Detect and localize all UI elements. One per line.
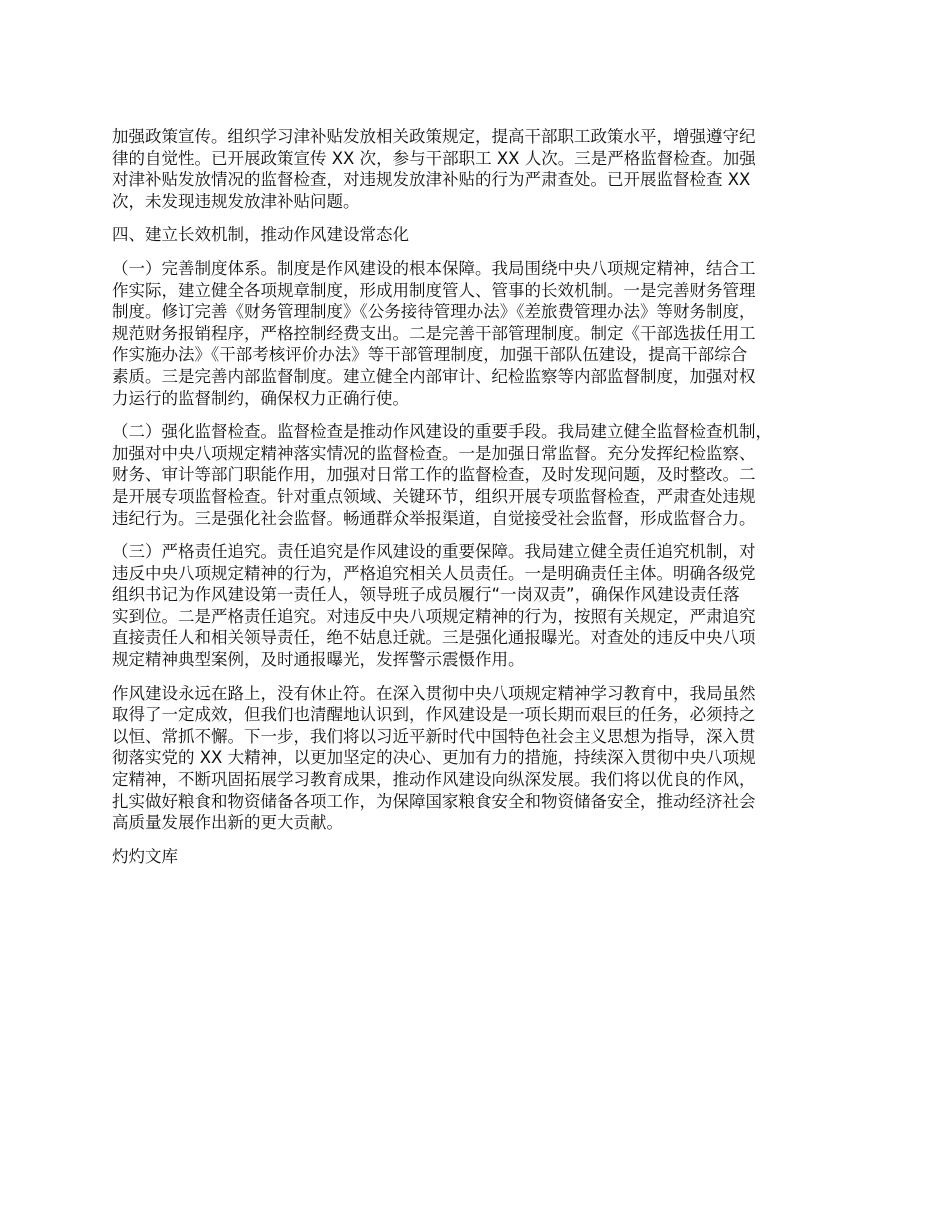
document-page xyxy=(112,126,862,867)
text-line: 作实际，建立健全各项规章制度，形成用制度管人、管事的长效机制。一是完善财务管理 xyxy=(112,280,756,300)
text-line: 作实施办法》《干部考核评价办法》等干部管理制度，加强干部队伍建设，提高干部综合 xyxy=(112,345,748,365)
paragraph-spacer xyxy=(112,529,862,541)
text-line: 财务、审计等部门职能作用，加强对日常工作的监督检查，及时发现问题，及时整改。二 xyxy=(112,465,756,485)
text-line: （一）完善制度体系。制度是作风建设的根本保障。我局围绕中央八项规定精神，结合工 xyxy=(112,258,756,278)
text-line: （三）严格责任追究。责任追究是作风建设的重要保障。我局建立健全责任追究机制，对 xyxy=(112,542,756,562)
text-line: 加强政策宣传。组织学习津补贴发放相关政策规定，提高干部职工政策水平，增强遵守纪 xyxy=(112,127,756,146)
source-credit xyxy=(112,846,862,868)
text-line: 直接责任人和相关领导责任，绝不姑息迁就。三是强化通报曝光。对查处的违反中央八项 xyxy=(112,628,756,648)
text-line: 对津补贴发放情况的监督检查，对违规发放津补贴的行为严肃查处。已开展监督检查 XX xyxy=(112,170,751,190)
paragraph-conclusion xyxy=(112,683,862,834)
paragraph-supervision xyxy=(112,421,862,529)
text-line: 彻落实党的 XX 大精神，以更加坚定的决心、更加有力的措施，持续深入贯彻中央八项规 xyxy=(112,748,756,768)
text-line: 作风建设永远在路上，没有休止符。在深入贯彻中央八项规定精神学习教育中，我局虽然 xyxy=(112,683,756,703)
text-line: 素质。三是完善内部监督制度。建立健全内部审计、纪检监察等内部监督制度，加强对权 xyxy=(112,366,756,386)
text-line: 制度。修订完善《财务管理制度》《公务接待管理办法》《差旅费管理办法》等财务制度， xyxy=(112,302,756,322)
text-line: 实到位。二是严格责任追究。对违反中央八项规定精神的行为，按照有关规定，严肃追究 xyxy=(112,606,756,626)
paragraph-policy-promotion xyxy=(112,126,862,212)
paragraph-spacer xyxy=(112,246,862,258)
source-credit-text: 灼灼文库 xyxy=(112,846,178,866)
text-line: 律的自觉性。已开展政策宣传 XX 次，参与干部职工 XX 人次。三是严格监督检查。加强 xyxy=(112,148,756,168)
text-line: （二）强化监督检查。监督检查是推动作风建设的重要手段。我局建立健全监督检查机制， xyxy=(112,422,772,442)
text-line: 高质量发展作出新的更大贡献。 xyxy=(112,813,343,833)
heading-text: 四、建立长效机制，推动作风建设常态化 xyxy=(112,225,409,245)
text-line: 违反中央八项规定精神的行为，严格追究相关人员责任。一是明确责任主体。明确各级党 xyxy=(112,563,756,583)
section-heading xyxy=(112,224,862,246)
text-line: 定精神，不断巩固拓展学习教育成果，推动作风建设向纵深发展。我们将以优良的作风， xyxy=(112,770,756,790)
paragraph-system-improvement xyxy=(112,258,862,409)
text-line: 组织书记为作风建设第一责任人，领导班子成员履行“一岗双责”，确保作风建设责任落 xyxy=(112,585,740,605)
text-line: 扎实做好粮食和物资储备各项工作，为保障国家粮食安全和物资储备安全，推动经济社会 xyxy=(112,791,756,811)
text-line: 是开展专项监督检查。针对重点领域、关键环节，组织开展专项监督检查，严肃查处违规 xyxy=(112,486,756,506)
paragraph-spacer xyxy=(112,834,862,846)
paragraph-accountability xyxy=(112,541,862,671)
text-line: 违纪行为。三是强化社会监督。畅通群众举报渠道，自觉接受社会监督，形成监督合力。 xyxy=(112,508,756,528)
text-line: 以恒、常抓不懈。下一步，我们将以习近平新时代中国特色社会主义思想为指导，深入贯 xyxy=(112,726,756,746)
paragraph-spacer xyxy=(112,212,862,224)
text-line: 力运行的监督制约，确保权力正确行使。 xyxy=(112,388,409,408)
text-line: 取得了一定成效，但我们也清醒地认识到，作风建设是一项长期而艰巨的任务，必须持之 xyxy=(112,705,756,725)
paragraph-spacer xyxy=(112,671,862,683)
text-line: 规定精神典型案例，及时通报曝光，发挥警示震慑作用。 xyxy=(112,650,525,670)
text-line: 次，未发现违规发放津补贴问题。 xyxy=(112,191,360,211)
text-line: 加强对中央八项规定精神落实情况的监督检查。一是加强日常监督。充分发挥纪检监察、 xyxy=(112,443,756,463)
paragraph-spacer xyxy=(112,409,862,421)
text-line: 规范财务报销程序，严格控制经费支出。二是完善干部管理制度。制定《干部选拔任用工 xyxy=(112,323,756,343)
